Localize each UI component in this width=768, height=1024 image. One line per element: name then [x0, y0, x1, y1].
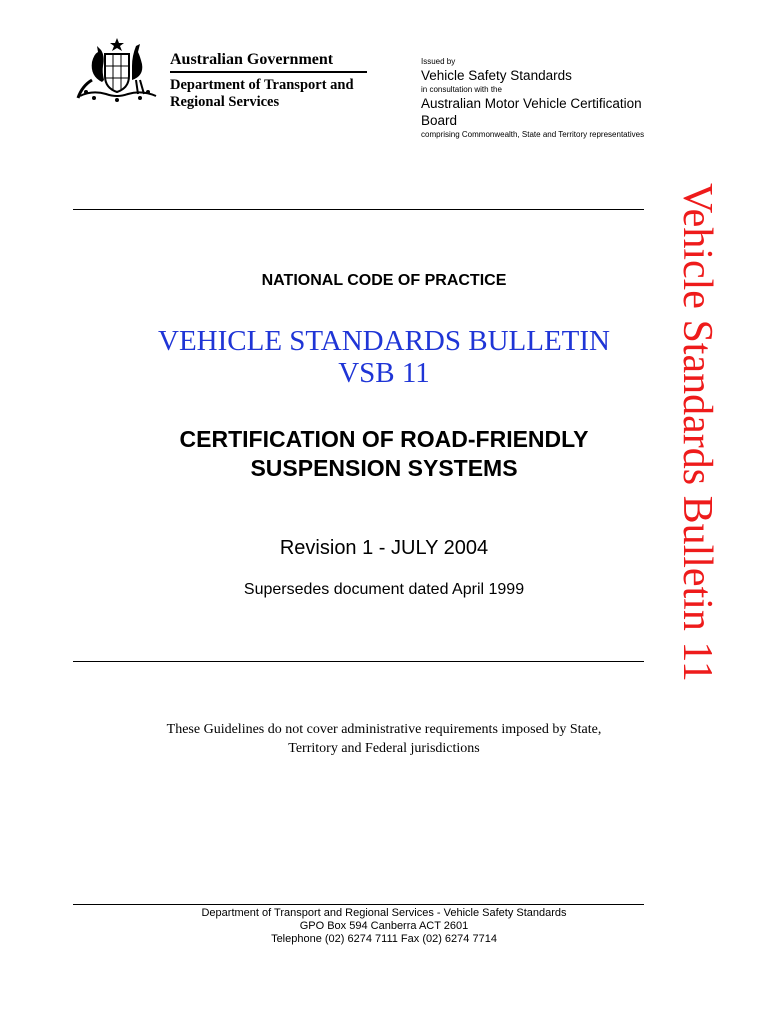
- top-divider: [73, 209, 644, 210]
- footer-contact: [73, 907, 695, 946]
- middle-divider: [73, 661, 644, 662]
- bulletin-title: [73, 325, 695, 389]
- issued-by-label: Issued by: [421, 57, 456, 66]
- certification-board-line2: Board: [421, 113, 458, 128]
- representatives-note: comprising Commonwealth, State and Territory representatives: [421, 130, 645, 139]
- footer-line1: Department of Transport and Regional Services - Vehicle Safety Standards: [201, 907, 567, 919]
- department-name-line2: Regional Services: [170, 94, 280, 110]
- guidelines-line1: These Guidelines do not cover administrative requirements imposed by State,: [166, 722, 602, 737]
- government-header: [170, 50, 367, 111]
- consultation-label: in consultation with the: [421, 85, 502, 94]
- vertical-side-title: Vehicle Standards Bulletin 11: [674, 183, 720, 682]
- document-title: [73, 425, 695, 483]
- guidelines-note: [73, 720, 695, 758]
- guidelines-line2: Territory and Federal jurisdictions: [288, 741, 480, 756]
- footer-divider: [73, 904, 644, 905]
- document-title-line2: SUSPENSION SYSTEMS: [250, 455, 518, 481]
- certification-board-line1: Australian Motor Vehicle Certification: [421, 96, 642, 111]
- revision-label: Revision 1 - JULY 2004: [279, 537, 489, 559]
- bulletin-title-line2: VSB 11: [338, 357, 430, 389]
- footer-address: GPO Box 594 Canberra ACT 2601: [299, 920, 469, 932]
- bulletin-title-line1: VEHICLE STANDARDS BULLETIN: [158, 325, 610, 357]
- header-divider: [170, 71, 367, 73]
- government-name: Australian Government: [170, 51, 334, 68]
- footer-telephone: Telephone (02) 6274 7111 Fax (02) 6274 7714: [271, 933, 497, 945]
- document-title-line1: CERTIFICATION OF ROAD-FRIENDLY: [179, 426, 589, 452]
- department-name-line1: Department of Transport and: [170, 77, 354, 93]
- issuing-organisation: Vehicle Safety Standards: [421, 68, 572, 83]
- coat-of-arms-icon: [72, 36, 162, 108]
- code-of-practice-heading: NATIONAL CODE OF PRACTICE: [261, 272, 507, 289]
- supersedes-note: Supersedes document dated April 1999: [243, 581, 525, 598]
- issued-by-block: [421, 56, 691, 140]
